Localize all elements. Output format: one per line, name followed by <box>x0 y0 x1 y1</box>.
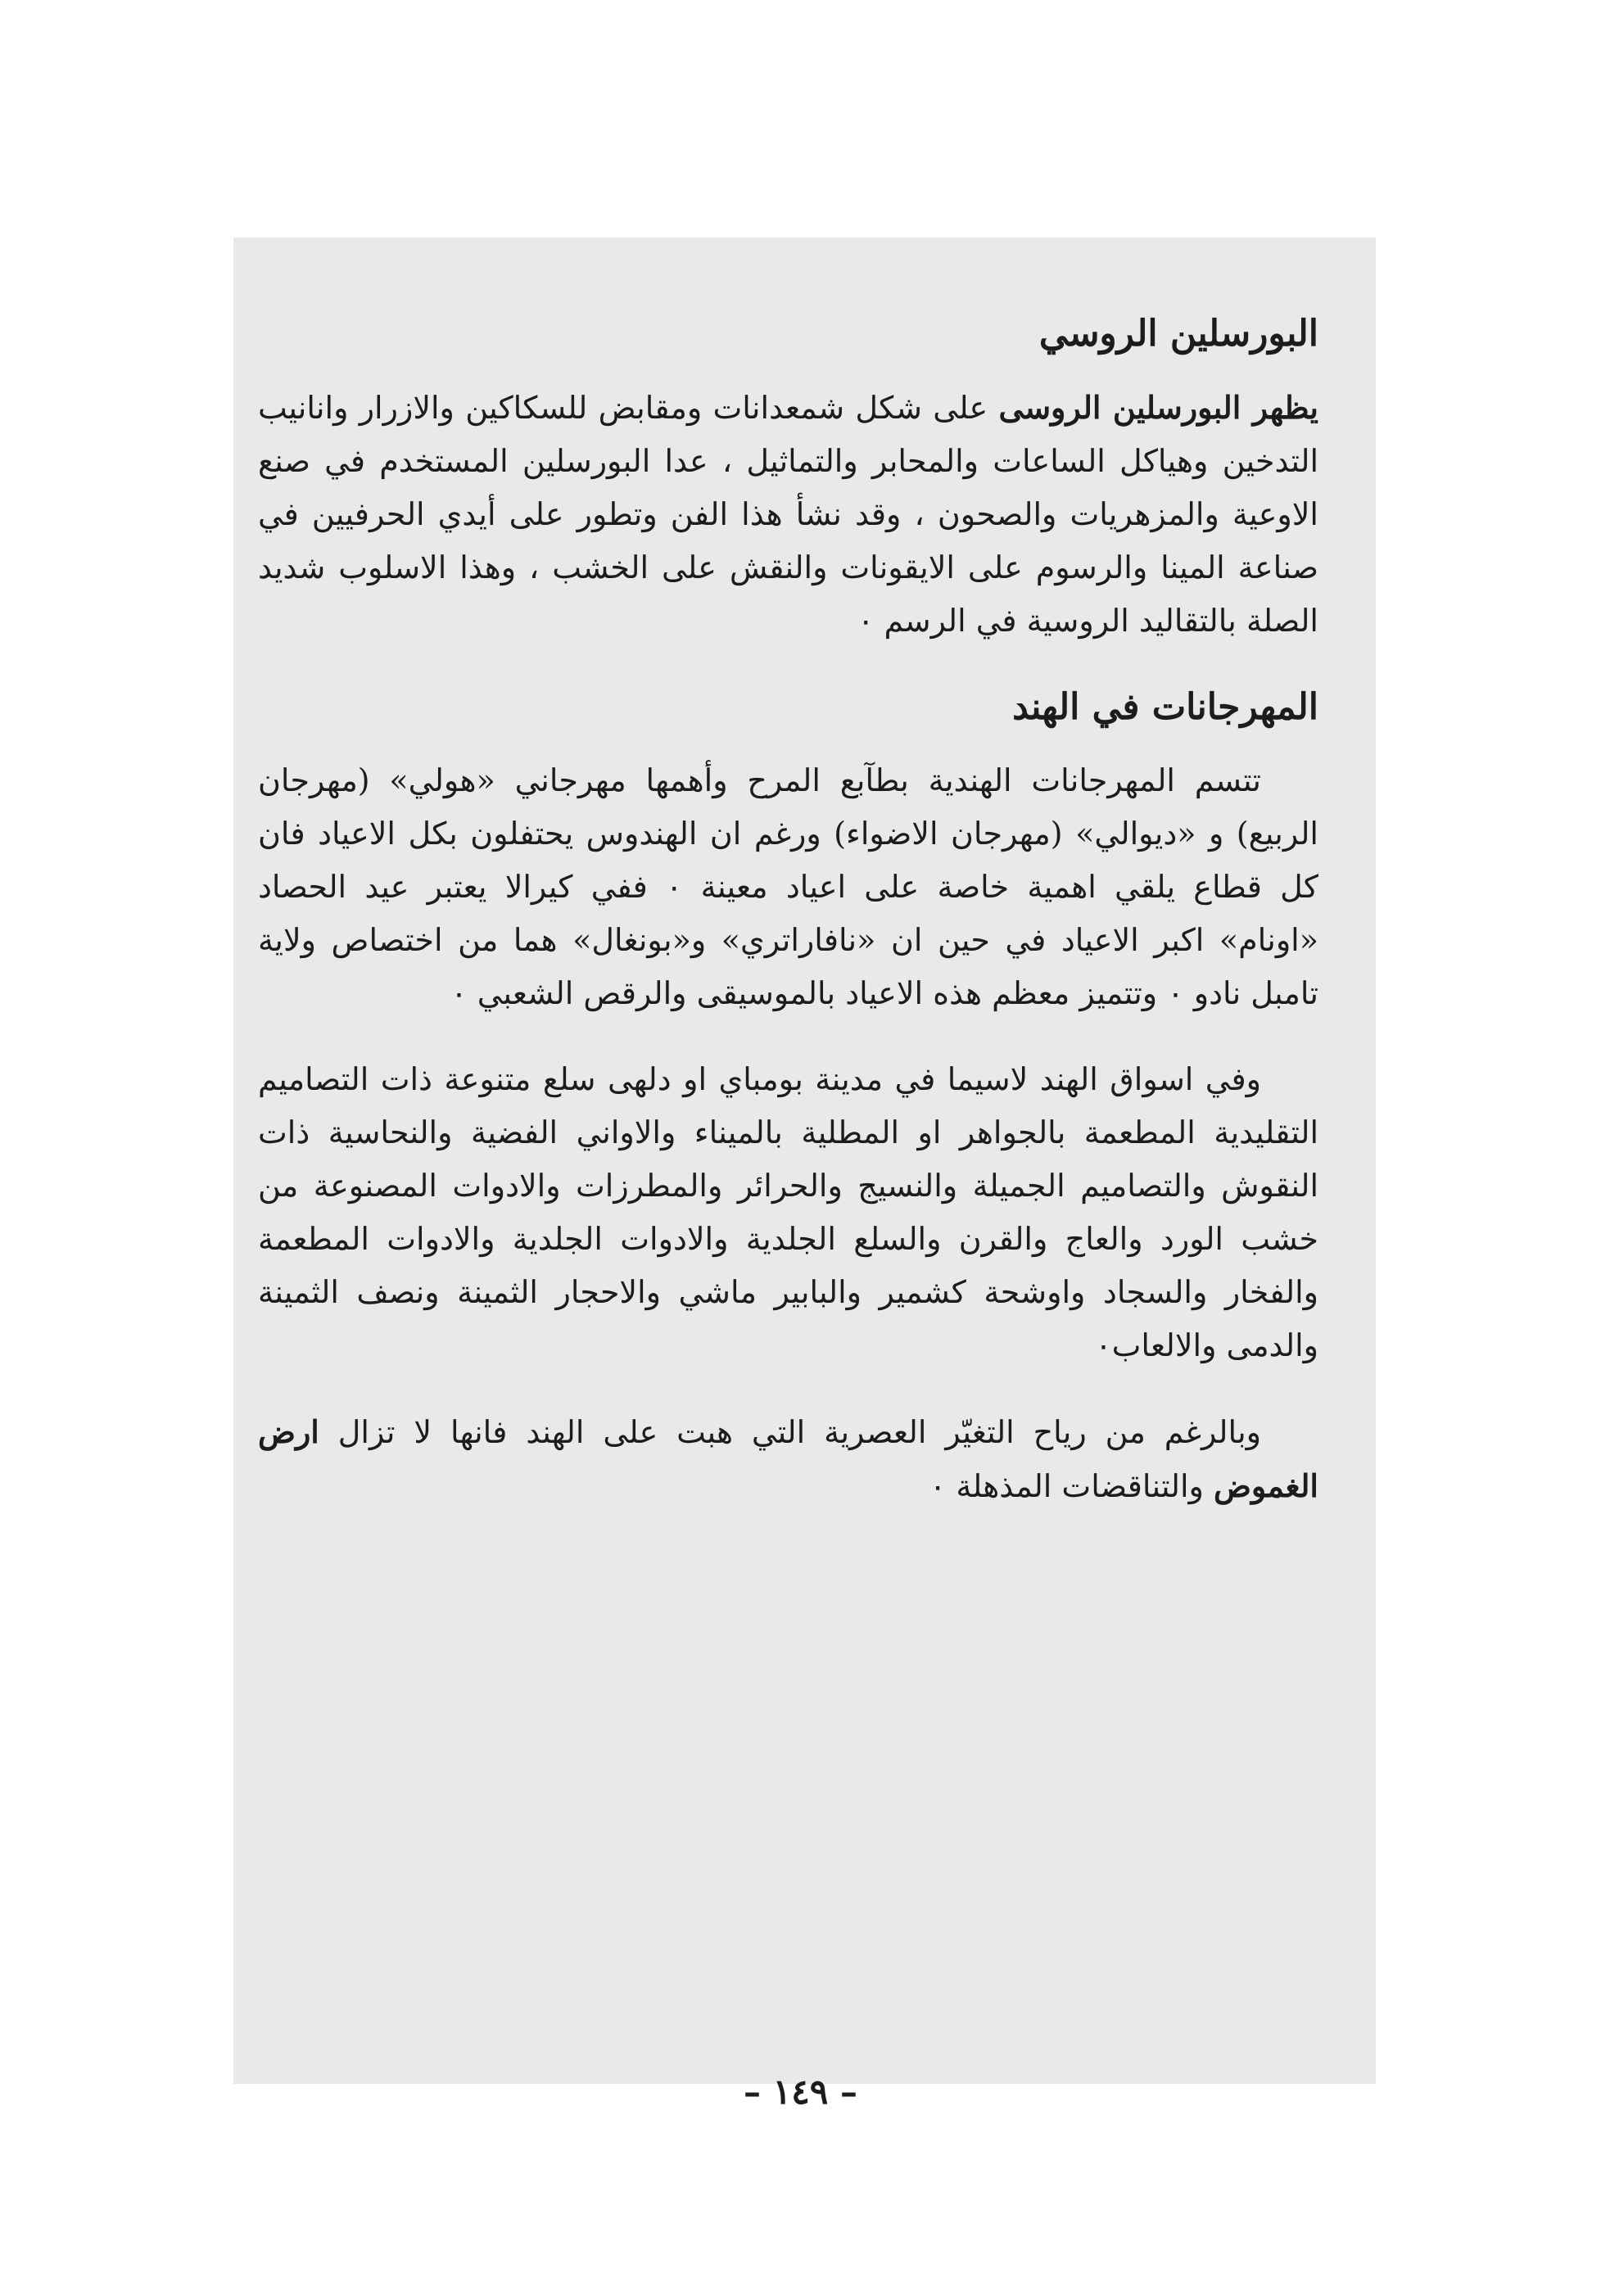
section-heading-russian-porcelain: البورسلين الروسي <box>1038 313 1318 355</box>
page-content <box>258 307 1318 1546</box>
paragraph-body: على شكل شمعدانات ومقابض للسكاكين والازرار وانانيب التدخين وهياكل الساعات والمحابر والتماثيل ، عدا البورسلين المستخدم في صنع الاوعية والمزهريات والصحون ، وقد نشأ هذا الفن وتطور على أيدي الحرفيين في صناعة المينا والرسوم على الايقونات والنقش على الخشب ، وهذا الاسلوب شديد الصلة بالتقاليد الروسية في الرسم ٠ <box>258 390 1318 639</box>
conclusion-end: والتناقضات المذهلة ٠ <box>929 1468 1214 1504</box>
conclusion-bold-phrase: ارض الغموض <box>258 1413 1318 1504</box>
paragraph-markets: وفي اسواق الهند لاسيما في مدينة بومباي او دلهى سلع متنوعة ذات التصاميم التقليدية المطعمة بالجواهر او المطلية بالميناء والاواني الفضية والنحاسية ذات النقوش والتصاميم الجميلة والنسيج والحرائر والمطرزات والادوات المصنوعة من خشب الورد والعاج والقرن والسلع الجلدية والادوات الجلدية والادوات المطعمة والفخار والسجاد واوشحة كشمير والبابير ماشي والاحجار الثمينة ونصف الثمينة والدمى والالعاب٠ <box>258 1061 1319 1363</box>
paragraph-festivals: تتسم المهرجانات الهندية بطآبع المرح وأهمها مهرجاني «هولي» (مهرجان الربيع) و «ديوالي» (مهرجان الاضواء) ورغم ان الهندوس يحتفلون بكل الاعياد فان كل قطاع يلقي اهمية خاصة على اعياد معينة ٠ ففي كيرالا يعتبر عيد الحصاد «اونام» اكبر الاعياد في حين ان «نافاراتري» و«بونغال» هما من اختصاص ولاية تامبل نادو ٠ وتتميز معظم هذه الاعياد بالموسيقى والرقص الشعبي ٠ <box>258 762 1318 1011</box>
conclusion-start: وبالرغم من رياح التغيّر العصرية التي هبت على الهند فانها لا تزال <box>319 1414 1261 1450</box>
paragraph-lead: يظهر البورسلين الروسى <box>998 389 1318 426</box>
paragraph-conclusion <box>258 1405 1318 1513</box>
page-number: – ١٤٩ – <box>744 2072 857 2112</box>
section-heading-india-festivals: المهرجانات في الهند <box>1012 686 1318 728</box>
paragraph-russian-porcelain <box>258 381 1318 648</box>
